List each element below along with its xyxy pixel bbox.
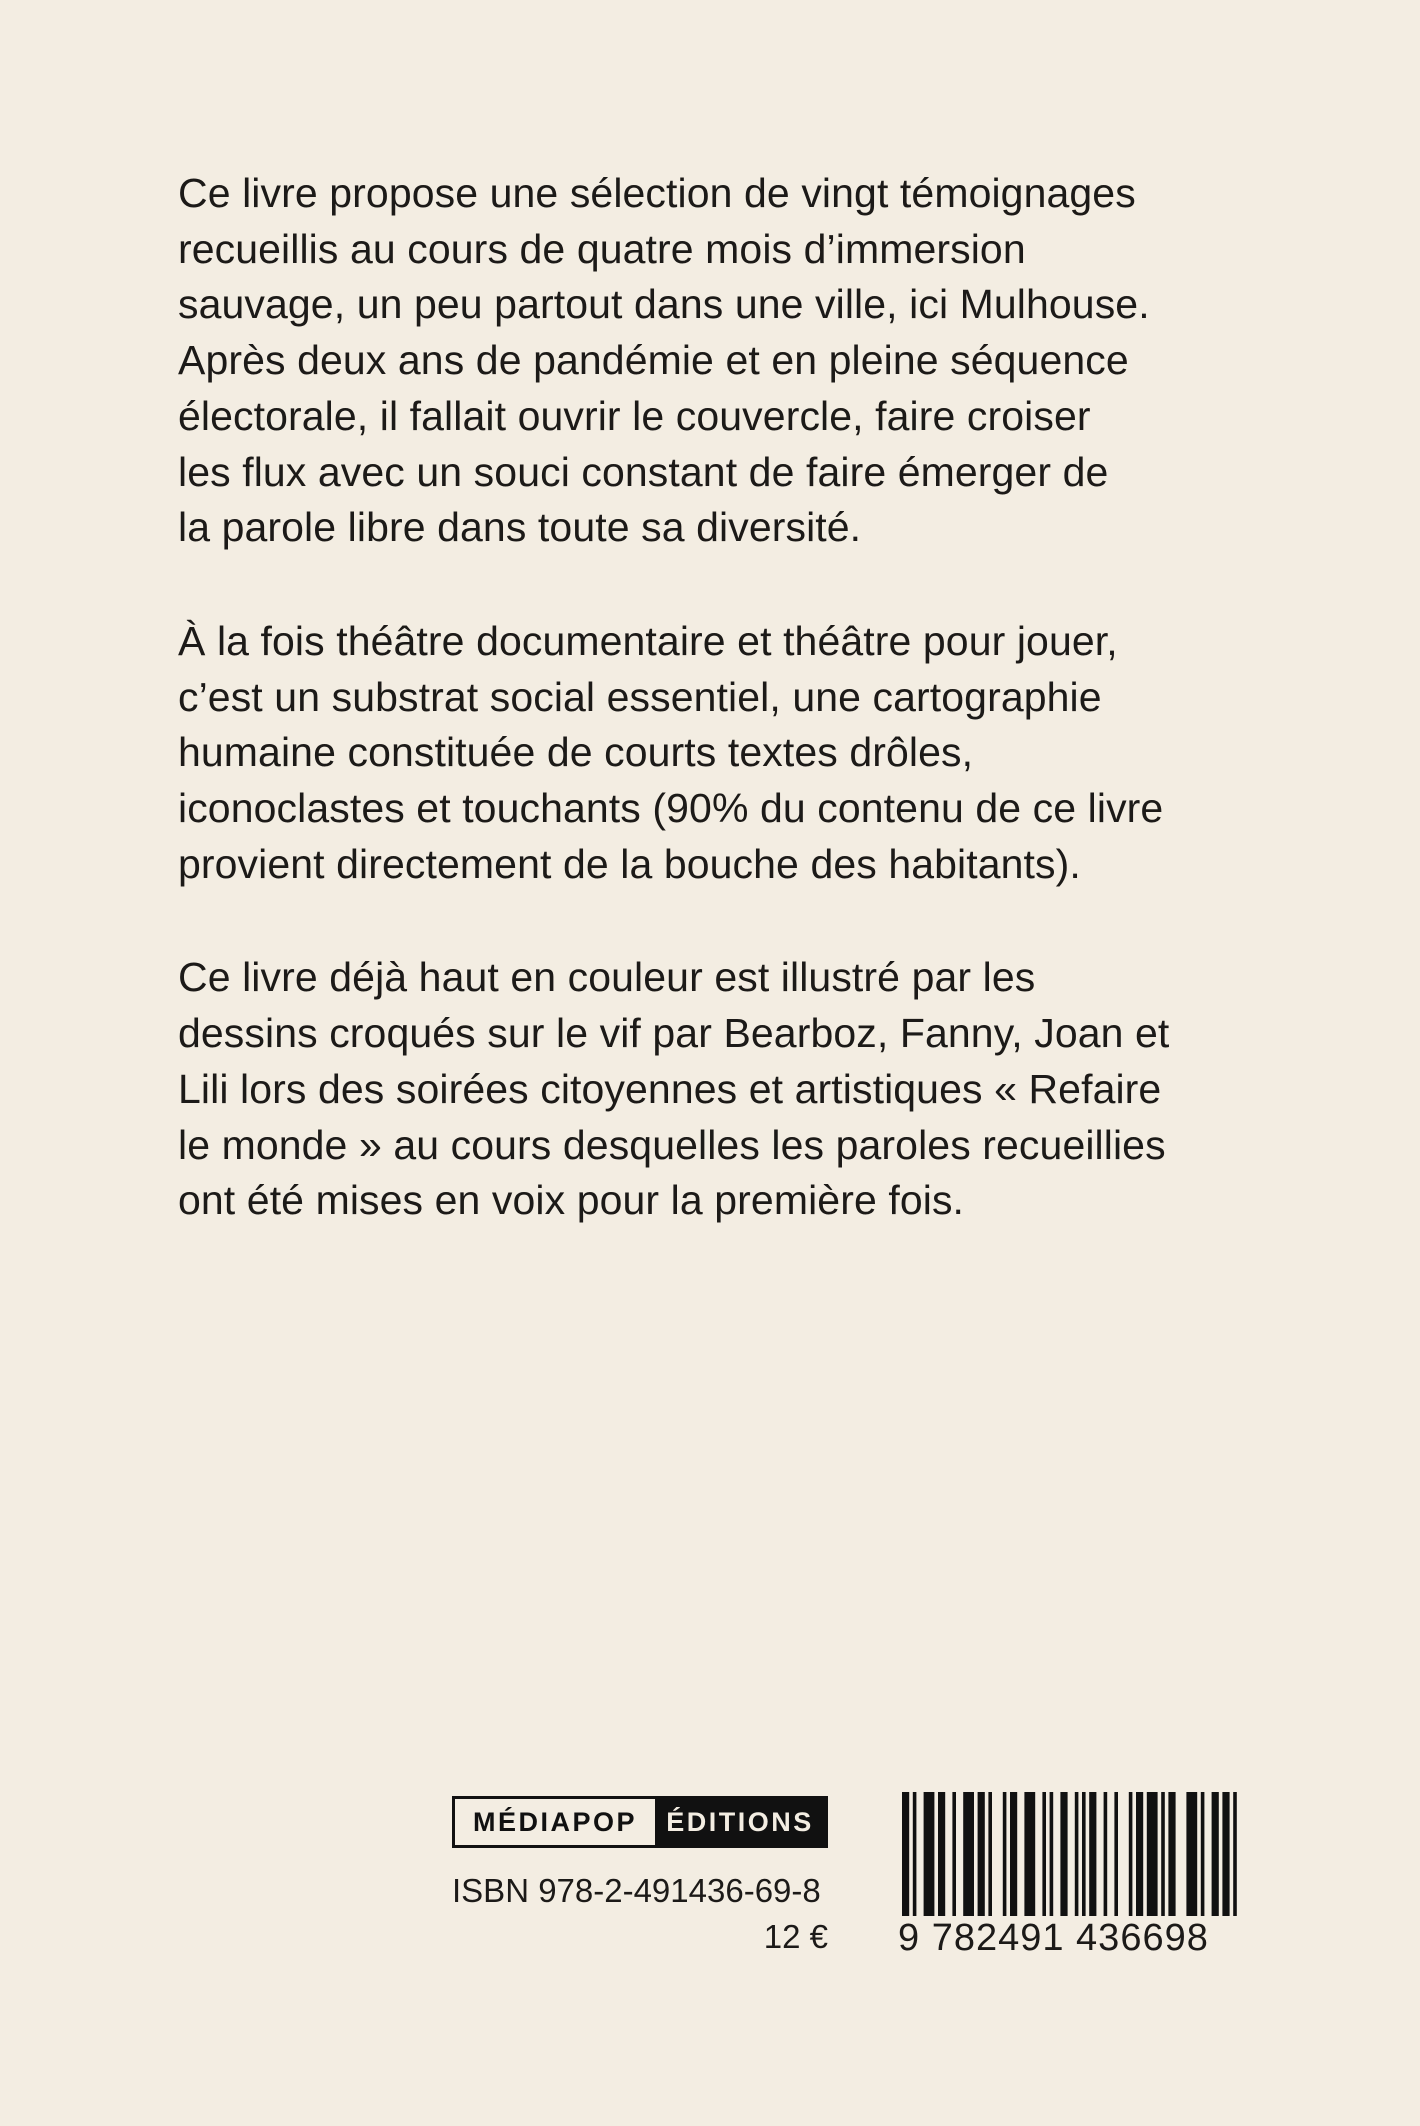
- blurb-line: iconoclastes et touchants (90% du contenu de ce livre: [178, 785, 1164, 832]
- blurb-paragraph-1: [178, 166, 1268, 556]
- blurb-line: ont été mises en voix pour la première fois.: [178, 1177, 965, 1224]
- blurb-paragraph-2: [178, 614, 1268, 893]
- blurb-line: Lili lors des soirées citoyennes et artistiques « Refaire: [178, 1065, 1162, 1112]
- blurb-line: Après deux ans de pandémie et en pleine séquence: [178, 337, 1129, 384]
- price-text: 12 €: [763, 1918, 828, 1955]
- blurb-line: provient directement de la bouche des habitants).: [178, 840, 1081, 887]
- barcode-digits: 9 782491 436698: [898, 1916, 1238, 1960]
- blurb-line: À la fois théâtre documentaire et théâtre pour jouer,: [178, 617, 1118, 664]
- blurb-line: la parole libre dans toute sa diversité.: [178, 504, 862, 551]
- blurb-line: c’est un substrat social essentiel, une cartographie: [178, 673, 1102, 720]
- publisher-logo-editions: ÉDITIONS: [655, 1799, 825, 1845]
- blurb-line: dessins croqués sur le vif par Bearboz, Fanny, Joan et: [178, 1010, 1170, 1057]
- blurb-line: le monde » au cours desquelles les paroles recueillies: [178, 1121, 1166, 1168]
- blurb-paragraph-3: [178, 950, 1268, 1229]
- back-cover-blurb: [178, 166, 1268, 1287]
- blurb-line: électorale, il fallait ouvrir le couvercle, faire croiser: [178, 392, 1091, 439]
- isbn-text: ISBN 978-2-491436-69-8: [452, 1872, 821, 1909]
- blurb-line: sauvage, un peu partout dans une ville, ici Mulhouse.: [178, 281, 1150, 328]
- publisher-logo: [452, 1796, 828, 1848]
- blurb-line: Ce livre propose une sélection de vingt témoignages: [178, 170, 1136, 216]
- publisher-logo-name: MÉDIAPOP: [455, 1799, 655, 1845]
- blurb-line: Ce livre déjà haut en couleur est illustré par les: [178, 954, 1036, 1001]
- blurb-line: les flux avec un souci constant de faire émerger de: [178, 448, 1109, 495]
- blurb-line: humaine constituée de courts textes drôles,: [178, 729, 974, 776]
- blurb-line: recueillis au cours de quatre mois d’immersion: [178, 225, 1026, 272]
